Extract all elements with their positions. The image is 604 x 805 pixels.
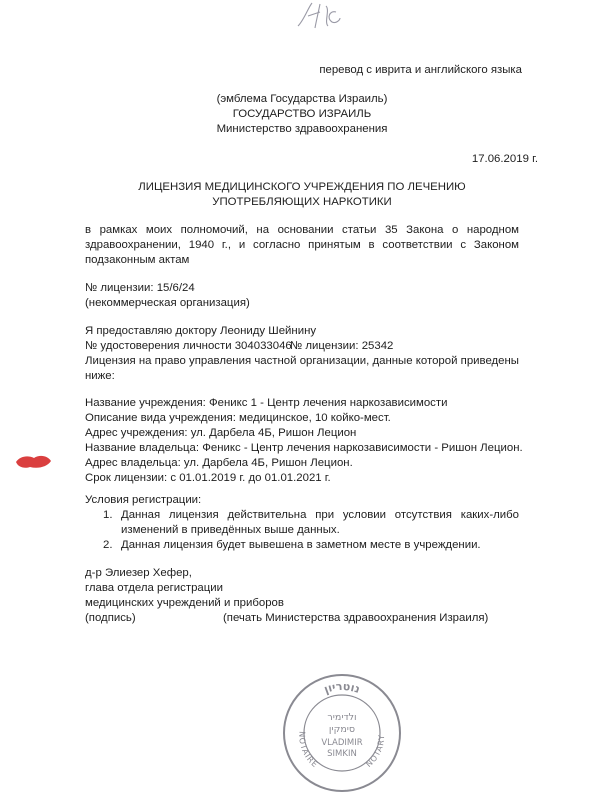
preamble-line-2: здравоохранении, 1940 г., и согласно принятым в соответствии с Законом	[85, 239, 519, 251]
translation-note: перевод с иврита и английского языка	[319, 64, 522, 76]
detail-address: Адрес учреждения: ул. Дарбела 4Б, Ришон Лецион	[85, 427, 357, 439]
detail-name: Название учреждения: Феникс 1 - Центр лечения наркозависимости	[85, 397, 448, 409]
condition-1-line-2: изменений в приведённых выше данных.	[121, 524, 340, 536]
red-ink-smudge-icon	[14, 452, 54, 472]
grant-right-line-1: Лицензия на право управления частной организации, данные которой приведены	[85, 355, 519, 367]
signer-name: д-р Элиезер Хефер,	[85, 567, 192, 579]
stamp-hebrew-name-1: ולדימיר	[327, 712, 357, 723]
signer-position-2: медицинских учреждений и приборов	[85, 597, 284, 609]
detail-description: Описание вида учреждения: медицинское, 10 койко-мест.	[85, 412, 391, 424]
stamp-latin-name-1: VLADIMIR	[321, 738, 363, 748]
stamp-hebrew-name-2: סימקין	[328, 724, 356, 735]
grant-license-no: № лицензии: 25342	[290, 340, 394, 352]
document-date: 17.06.2019 г.	[471, 153, 538, 165]
grant-id-line: № удостоверения личности 304033046	[85, 340, 292, 352]
title-line-1: ЛИЦЕНЗИЯ МЕДИЦИНСКОГО УЧРЕЖДЕНИЯ ПО ЛЕЧЕНИЮ	[138, 181, 466, 193]
grant-line-1: Я предоставляю доктору Леониду Шейнину	[85, 325, 317, 337]
detail-owner-address: Адрес владельца: ул. Дарбела 4Б, Ришон Лецион.	[85, 457, 353, 469]
svg-text:נוטריון	[322, 680, 362, 696]
stamp-latin-name-2: SIMKIN	[327, 749, 357, 759]
header-state: ГОСУДАРСТВО ИЗРАИЛЬ	[232, 108, 372, 120]
condition-1-line-1: Данная лицензия действительна при условии отсутствия каких-либо	[121, 509, 519, 521]
stamp-ring-left: NOTAIRE	[297, 731, 320, 770]
header-ministry: Министерство здравоохранения	[216, 123, 388, 135]
grant-right-line-2: ниже:	[85, 370, 115, 382]
condition-2-line-1: Данная лицензия будет вывешена в заметном месте в учреждении.	[121, 539, 481, 551]
stamp-hebrew-top: נוטריון	[322, 679, 362, 697]
condition-1-number: 1.	[103, 509, 113, 521]
title-line-2: УПОТРЕБЛЯЮЩИХ НАРКОТИКИ	[212, 196, 392, 208]
signer-position-1: глава отдела регистрации	[85, 582, 223, 594]
header-emblem: (эмблема Государства Израиль)	[216, 93, 388, 105]
svg-text:NOTAIRE	[297, 731, 320, 770]
stamp-ring-right: NOTARY	[364, 733, 387, 770]
seal-placeholder: (печать Министерства здравоохранения Израиля)	[223, 612, 489, 624]
conditions-heading: Условия регистрации:	[85, 494, 202, 506]
license-number: № лицензии: 15/6/24	[85, 282, 195, 294]
svg-text:NOTARY	[364, 734, 386, 769]
detail-term: Срок лицензии: с 01.01.2019 г. до 01.01.2021 г.	[85, 472, 331, 484]
preamble-line-3: подзаконным актам	[85, 254, 190, 266]
preamble-line-1: в рамках моих полномочий, на основании статьи 35 Закона о народном	[85, 224, 519, 236]
notary-stamp-icon	[279, 670, 405, 796]
handwritten-scribble-icon	[290, 0, 360, 34]
detail-owner-name: Название владельца: Феникс - Центр лечения наркозависимости - Ришон Лецион.	[85, 442, 523, 454]
license-org-type: (некоммерческая организация)	[85, 297, 250, 309]
signature-placeholder: (подпись)	[85, 612, 136, 624]
condition-2-number: 2.	[103, 539, 113, 551]
